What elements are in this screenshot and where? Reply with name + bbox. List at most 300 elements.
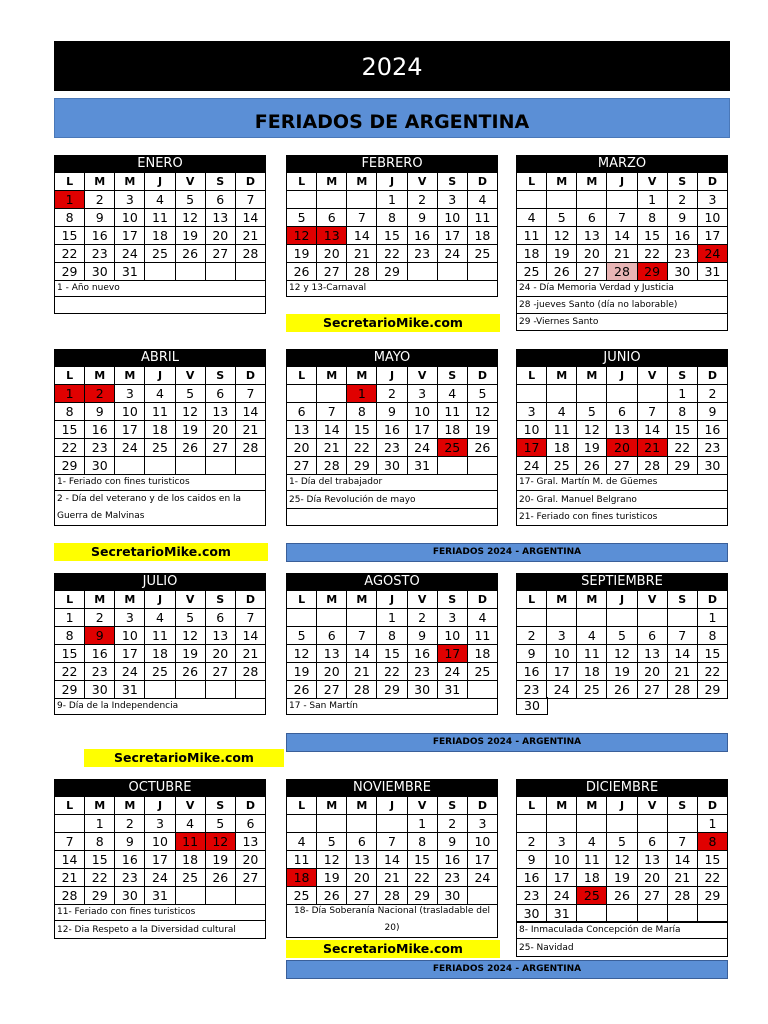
day-cell: 21 — [317, 439, 347, 457]
day-cell: 28 — [55, 887, 85, 905]
weekday-label: V — [407, 173, 437, 191]
day-cell: 4 — [145, 609, 175, 627]
holiday-note: 1- Día del trabajador — [286, 473, 498, 491]
day-cell: 25 — [287, 887, 317, 905]
empty-cell — [637, 815, 667, 833]
day-cell: 13 — [287, 421, 317, 439]
weekday-label: J — [145, 367, 175, 385]
day-cell: 3 — [145, 815, 175, 833]
day-cell: 16 — [407, 227, 437, 245]
day-cell: 7 — [607, 209, 637, 227]
day-cell: 10 — [145, 833, 175, 851]
holiday-note: 21- Feriado con fines turisticos — [516, 509, 728, 526]
day-cell: 31 — [115, 263, 145, 281]
day-cell: 8 — [85, 833, 115, 851]
day-cell: 2 — [85, 191, 115, 209]
day-cell: 18 — [577, 663, 607, 681]
day-cell: 22 — [377, 245, 407, 263]
day-cell: 25 — [145, 439, 175, 457]
day-cell: 4 — [577, 627, 607, 645]
notes-noviembre — [286, 903, 498, 938]
day-cell: 12 — [287, 227, 317, 245]
weekday-label: J — [377, 797, 407, 815]
empty-cell — [115, 457, 145, 475]
calendar-grid — [516, 366, 728, 475]
weekday-label: M — [347, 797, 377, 815]
day-cell: 15 — [377, 227, 407, 245]
holiday-note: 8- Inmaculada Concepción de María — [516, 921, 728, 939]
day-cell: 17 — [407, 421, 437, 439]
empty-cell — [437, 263, 467, 281]
day-cell: 3 — [115, 385, 145, 403]
empty-cell — [235, 457, 265, 475]
weekday-label: S — [667, 591, 697, 609]
weekday-label: J — [607, 591, 637, 609]
weekday-label: V — [407, 591, 437, 609]
weekday-label: S — [205, 367, 235, 385]
day-cell: 12 — [607, 645, 637, 663]
weekday-label: D — [697, 367, 727, 385]
notes-enero — [54, 279, 266, 314]
day-cell: 21 — [55, 869, 85, 887]
day-cell: 2 — [517, 627, 547, 645]
day-cell: 29 — [55, 457, 85, 475]
empty-cell — [347, 815, 377, 833]
day-cell: 4 — [175, 815, 205, 833]
day-cell: 17 — [467, 851, 497, 869]
day-cell: 7 — [235, 191, 265, 209]
day-cell: 22 — [55, 245, 85, 263]
empty-cell — [175, 681, 205, 699]
month-name: NOVIEMBRE — [286, 779, 498, 796]
day-cell: 2 — [407, 609, 437, 627]
holiday-note: 2 - Día del veterano y de los caidos en la Guerra de Malvinas — [54, 491, 266, 526]
day-cell: 7 — [637, 403, 667, 421]
holiday-note — [54, 297, 266, 314]
day-cell: 12 — [607, 851, 637, 869]
day-cell: 11 — [467, 209, 497, 227]
empty-cell — [377, 815, 407, 833]
day-cell: 1 — [377, 191, 407, 209]
empty-cell — [145, 263, 175, 281]
empty-cell — [577, 385, 607, 403]
weekday-label: M — [317, 591, 347, 609]
day-cell: 29 — [377, 681, 407, 699]
weekday-label: L — [287, 591, 317, 609]
day-cell: 3 — [115, 609, 145, 627]
day-cell: 19 — [547, 245, 577, 263]
day-cell: 20 — [205, 645, 235, 663]
day-cell: 29 — [377, 263, 407, 281]
empty-cell — [287, 385, 317, 403]
day-cell: 12 — [577, 421, 607, 439]
empty-cell — [577, 815, 607, 833]
day-cell: 27 — [205, 245, 235, 263]
empty-cell — [175, 457, 205, 475]
day-cell: 8 — [55, 209, 85, 227]
weekday-label: M — [115, 173, 145, 191]
day-cell: 4 — [577, 833, 607, 851]
day-cell: 14 — [317, 421, 347, 439]
day-cell: 28 — [607, 263, 637, 281]
weekday-label: S — [437, 797, 467, 815]
banner-feriados-2: FERIADOS 2024 - ARGENTINA — [286, 733, 728, 752]
weekday-label: M — [85, 367, 115, 385]
day-cell: 9 — [517, 851, 547, 869]
day-cell: 27 — [607, 457, 637, 475]
weekday-label: M — [85, 173, 115, 191]
weekday-label: S — [667, 797, 697, 815]
weekday-label: M — [85, 591, 115, 609]
day-cell: 17 — [115, 645, 145, 663]
day-cell: 7 — [235, 385, 265, 403]
notes-junio — [516, 473, 728, 526]
day-cell: 20 — [577, 245, 607, 263]
day-cell: 14 — [607, 227, 637, 245]
weekday-label: D — [467, 173, 497, 191]
empty-cell — [517, 191, 547, 209]
month-name: DICIEMBRE — [516, 779, 728, 796]
empty-cell — [637, 385, 667, 403]
day-cell: 27 — [637, 681, 667, 699]
day-cell: 5 — [175, 609, 205, 627]
empty-cell — [235, 263, 265, 281]
day-cell: 30 — [115, 887, 145, 905]
day-cell: 11 — [437, 403, 467, 421]
day-cell: 6 — [637, 627, 667, 645]
day-cell: 16 — [517, 869, 547, 887]
empty-cell — [347, 609, 377, 627]
day-cell: 11 — [577, 851, 607, 869]
day-cell: 20 — [317, 245, 347, 263]
weekday-label: V — [407, 797, 437, 815]
banner-feriados-1: FERIADOS 2024 - ARGENTINA — [286, 543, 728, 562]
day-cell: 21 — [667, 869, 697, 887]
weekday-label: M — [115, 367, 145, 385]
day-cell: 31 — [145, 887, 175, 905]
empty-cell — [287, 815, 317, 833]
day-cell: 25 — [467, 245, 497, 263]
day-cell: 11 — [577, 645, 607, 663]
empty-cell — [287, 609, 317, 627]
day-cell: 29 — [55, 681, 85, 699]
day-cell: 17 — [145, 851, 175, 869]
weekday-label: M — [115, 591, 145, 609]
calendar-grid — [516, 172, 728, 281]
day-cell: 5 — [287, 627, 317, 645]
day-cell: 30 — [407, 681, 437, 699]
day-cell: 18 — [145, 421, 175, 439]
page-title: FERIADOS DE ARGENTINA — [54, 98, 730, 138]
weekday-label: S — [667, 173, 697, 191]
day-cell: 23 — [85, 663, 115, 681]
day-cell: 12 — [205, 833, 235, 851]
day-cell: 22 — [55, 663, 85, 681]
day-cell: 30 — [437, 887, 467, 905]
day-cell: 19 — [467, 421, 497, 439]
weekday-label: J — [607, 797, 637, 815]
day-cell: 22 — [85, 869, 115, 887]
day-cell: 20 — [637, 869, 667, 887]
day-cell: 9 — [697, 403, 727, 421]
day-cell: 29 — [667, 457, 697, 475]
day-cell: 17 — [547, 663, 577, 681]
day-cell: 25 — [467, 663, 497, 681]
day-cell: 7 — [317, 403, 347, 421]
day-cell: 15 — [55, 645, 85, 663]
day-cell: 26 — [175, 439, 205, 457]
day-cell: 12 — [547, 227, 577, 245]
day-cell: 5 — [317, 833, 347, 851]
day-cell: 2 — [85, 609, 115, 627]
day-cell: 13 — [205, 403, 235, 421]
day-cell: 12 — [317, 851, 347, 869]
day-cell: 23 — [85, 245, 115, 263]
day-cell: 8 — [697, 627, 727, 645]
day-cell: 13 — [637, 645, 667, 663]
day-cell: 22 — [407, 869, 437, 887]
day-cell: 22 — [697, 663, 727, 681]
ad-secretariomike-2[interactable]: SecretarioMike.com — [54, 543, 268, 561]
weekday-label: V — [175, 591, 205, 609]
day-cell: 23 — [115, 869, 145, 887]
day-cell: 5 — [607, 833, 637, 851]
day-cell: 27 — [317, 681, 347, 699]
day-cell: 31 — [407, 457, 437, 475]
weekday-label: M — [547, 797, 577, 815]
day-cell: 8 — [697, 833, 727, 851]
day-cell: 22 — [637, 245, 667, 263]
day-cell: 1 — [697, 815, 727, 833]
day-cell: 14 — [55, 851, 85, 869]
empty-cell — [317, 815, 347, 833]
weekday-label: L — [287, 173, 317, 191]
day-cell: 26 — [287, 263, 317, 281]
day-cell: 23 — [517, 887, 547, 905]
day-cell: 13 — [205, 627, 235, 645]
empty-cell — [145, 681, 175, 699]
day-cell: 9 — [85, 403, 115, 421]
day-cell: 24 — [115, 439, 145, 457]
weekday-label: M — [347, 367, 377, 385]
day-cell: 22 — [347, 439, 377, 457]
weekday-label: J — [607, 173, 637, 191]
day-cell: 10 — [115, 209, 145, 227]
day-cell: 29 — [407, 887, 437, 905]
ad-secretariomike-3[interactable]: SecretarioMike.com — [84, 749, 284, 767]
day-cell: 18 — [287, 869, 317, 887]
empty-cell — [467, 263, 497, 281]
notes-febrero — [286, 279, 498, 297]
day-cell: 10 — [437, 209, 467, 227]
weekday-label: J — [607, 367, 637, 385]
day-cell: 13 — [205, 209, 235, 227]
weekday-label: V — [407, 367, 437, 385]
day-cell: 2 — [115, 815, 145, 833]
day-cell: 11 — [175, 833, 205, 851]
weekday-label: L — [55, 173, 85, 191]
day-cell: 15 — [667, 421, 697, 439]
day-cell: 30 — [377, 457, 407, 475]
weekday-label: V — [175, 173, 205, 191]
day-cell: 19 — [607, 869, 637, 887]
day-cell: 7 — [347, 209, 377, 227]
day-cell: 28 — [347, 263, 377, 281]
day-cell: 19 — [287, 663, 317, 681]
day-cell: 27 — [637, 887, 667, 905]
day-cell: 21 — [347, 245, 377, 263]
day-cell: 16 — [115, 851, 145, 869]
day-cell: 3 — [547, 627, 577, 645]
day-cell: 8 — [55, 403, 85, 421]
holiday-note: 1- Feriado con fines turisticos — [54, 473, 266, 491]
empty-cell — [517, 815, 547, 833]
day-cell: 26 — [175, 663, 205, 681]
day-cell: 26 — [287, 681, 317, 699]
day-cell: 14 — [637, 421, 667, 439]
weekday-label: V — [175, 367, 205, 385]
weekday-label: J — [145, 173, 175, 191]
calendar-grid — [286, 590, 498, 699]
day-cell: 22 — [697, 869, 727, 887]
day-cell: 11 — [467, 627, 497, 645]
day-cell: 17 — [697, 227, 727, 245]
day-cell: 27 — [235, 869, 265, 887]
day-cell: 16 — [517, 663, 547, 681]
day-cell: 15 — [407, 851, 437, 869]
weekday-label: V — [637, 797, 667, 815]
day-cell: 8 — [637, 209, 667, 227]
empty-cell — [547, 815, 577, 833]
day-cell: 24 — [517, 457, 547, 475]
weekday-label: M — [577, 367, 607, 385]
empty-cell — [667, 815, 697, 833]
day-cell: 23 — [667, 245, 697, 263]
holiday-note: 28 -jueves Santo (día no laborable) — [516, 297, 728, 314]
day-cell: 28 — [235, 663, 265, 681]
day-cell: 14 — [347, 645, 377, 663]
day-cell: 6 — [577, 209, 607, 227]
ad-secretariomike-4[interactable]: SecretarioMike.com — [286, 940, 500, 958]
month-abril — [54, 349, 266, 475]
day-cell: 17 — [115, 421, 145, 439]
calendar-grid — [54, 590, 266, 699]
empty-cell — [467, 457, 497, 475]
day-cell: 5 — [607, 627, 637, 645]
ad-secretariomike-1[interactable]: SecretarioMike.com — [286, 314, 500, 332]
day-cell: 5 — [205, 815, 235, 833]
month-name: JULIO — [54, 573, 266, 590]
day-cell: 27 — [347, 887, 377, 905]
holiday-note: 20- Gral. Manuel Belgrano — [516, 491, 728, 509]
empty-cell — [145, 457, 175, 475]
day-cell: 28 — [637, 457, 667, 475]
weekday-label: D — [235, 173, 265, 191]
weekday-label: D — [697, 173, 727, 191]
month-agosto — [286, 573, 498, 699]
day-cell: 30 — [667, 263, 697, 281]
day-cell: 28 — [377, 887, 407, 905]
day-cell: 10 — [547, 851, 577, 869]
day-cell: 9 — [85, 627, 115, 645]
month-name: JUNIO — [516, 349, 728, 366]
empty-cell — [437, 457, 467, 475]
day-cell: 28 — [317, 457, 347, 475]
month-septiembre — [516, 573, 728, 699]
day-cell: 28 — [235, 245, 265, 263]
day-cell: 23 — [697, 439, 727, 457]
holiday-note: 9- Día de la Independencia — [54, 697, 266, 715]
day-cell: 9 — [115, 833, 145, 851]
day-cell: 19 — [175, 645, 205, 663]
day-cell: 8 — [407, 833, 437, 851]
day-cell: 20 — [637, 663, 667, 681]
day-cell: 18 — [577, 869, 607, 887]
empty-cell — [467, 681, 497, 699]
holiday-note: 24 - Día Memoria Verdad y Justicia — [516, 279, 728, 297]
day-cell: 24 — [115, 245, 145, 263]
day-cell: 23 — [437, 869, 467, 887]
day-cell: 4 — [467, 191, 497, 209]
septiembre-extra-day: 30 — [516, 697, 548, 715]
calendar-grid — [54, 366, 266, 475]
day-cell: 15 — [697, 645, 727, 663]
day-cell: 6 — [607, 403, 637, 421]
empty-cell — [175, 263, 205, 281]
day-cell: 19 — [607, 663, 637, 681]
calendar-grid — [516, 590, 728, 699]
day-cell: 3 — [437, 191, 467, 209]
day-cell: 25 — [175, 869, 205, 887]
weekday-label: S — [667, 367, 697, 385]
weekday-label: S — [437, 173, 467, 191]
month-name: MARZO — [516, 155, 728, 172]
day-cell: 20 — [235, 851, 265, 869]
weekday-label: M — [317, 797, 347, 815]
empty-cell — [637, 905, 667, 923]
empty-cell — [697, 905, 727, 923]
empty-cell — [667, 609, 697, 627]
empty-cell — [607, 385, 637, 403]
day-cell: 31 — [437, 681, 467, 699]
holiday-note: 11- Feriado con fines turisticos — [54, 903, 266, 921]
empty-cell — [407, 263, 437, 281]
day-cell: 7 — [55, 833, 85, 851]
day-cell: 14 — [235, 209, 265, 227]
empty-cell — [607, 905, 637, 923]
day-cell: 7 — [347, 627, 377, 645]
month-name: FEBRERO — [286, 155, 498, 172]
empty-cell — [205, 263, 235, 281]
day-cell: 26 — [607, 887, 637, 905]
weekday-label: J — [145, 797, 175, 815]
day-cell: 15 — [85, 851, 115, 869]
empty-cell — [317, 191, 347, 209]
day-cell: 26 — [607, 681, 637, 699]
empty-cell — [235, 681, 265, 699]
weekday-label: L — [517, 797, 547, 815]
day-cell: 1 — [637, 191, 667, 209]
weekday-label: M — [347, 173, 377, 191]
month-noviembre — [286, 779, 498, 905]
day-cell: 2 — [517, 833, 547, 851]
day-cell: 26 — [205, 869, 235, 887]
month-name: ABRIL — [54, 349, 266, 366]
day-cell: 16 — [377, 421, 407, 439]
day-cell: 10 — [115, 627, 145, 645]
weekday-label: M — [115, 797, 145, 815]
day-cell: 24 — [547, 887, 577, 905]
